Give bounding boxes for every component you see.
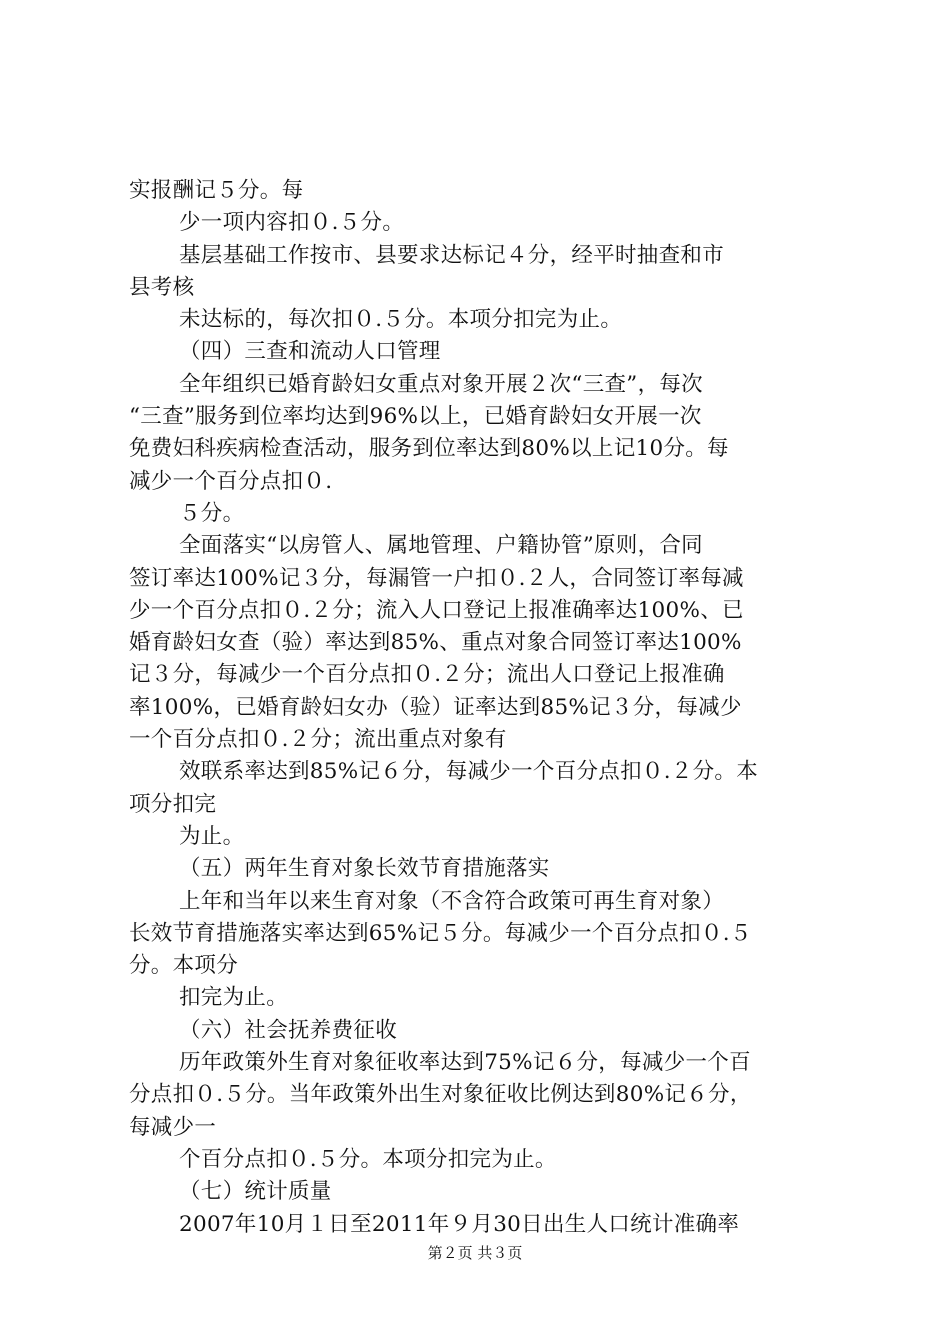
text-line: 全年组织已婚育龄妇女重点对象开展２次“三查”，每次 — [179, 371, 703, 397]
text-line: 项分扣完 — [129, 791, 217, 817]
text-line: “三查”服务到位率均达到96%以上，已婚育龄妇女开展一次 — [129, 404, 702, 430]
text-line: 免费妇科疾病检查活动，服务到位率达到80%以上记10分。每 — [129, 436, 729, 462]
text-line: 历年政策外生育对象征收率达到75%记６分，每减少一个百 — [179, 1050, 751, 1076]
text-line: 长效节育措施落实率达到65%记５分。每减少一个百分点扣０.５ — [129, 920, 752, 946]
text-line: （五）两年生育对象长效节育措施落实 — [179, 856, 550, 882]
text-line: ５分。 — [179, 500, 245, 526]
text-line: 基层基础工作按市、县要求达标记４分，经平时抽查和市 — [179, 242, 725, 268]
text-line: 签订率达100%记３分，每漏管一户扣０.２人，合同签订率每减 — [129, 565, 744, 591]
text-line: 一个百分点扣０.２分；流出重点对象有 — [129, 727, 507, 753]
text-line: 为止。 — [179, 823, 245, 849]
text-line: 分。本项分 — [129, 953, 239, 979]
text-line: 少一个百分点扣０.２分；流入人口登记上报准确率达100%、已 — [129, 597, 744, 623]
page-footer: 第２页 共３页 — [427, 1244, 523, 1262]
text-line: 2007年10月１日至2011年９月30日出生人口统计准确率 — [179, 1211, 740, 1237]
text-line: （四）三查和流动人口管理 — [179, 339, 441, 365]
text-line: 减少一个百分点扣０. — [129, 468, 333, 494]
text-line: 未达标的，每次扣０.５分。本项分扣完为止。 — [179, 307, 623, 333]
text-line: （六）社会抚养费征收 — [179, 1017, 398, 1043]
text-line: 县考核 — [129, 274, 195, 300]
text-line: 个百分点扣０.５分。本项分扣完为止。 — [179, 1146, 557, 1172]
text-line: 实报酬记５分。每 — [129, 178, 304, 203]
text-line: 扣完为止。 — [179, 985, 289, 1011]
text-line: 效联系率达到85%记６分，每减少一个百分点扣０.２分。本 — [179, 759, 759, 785]
text-line: 上年和当年以来生育对象（不含符合政策可再生育对象） — [179, 888, 725, 914]
text-line: 全面落实“以房管人、属地管理、户籍协管”原则，合同 — [179, 533, 703, 559]
text-line: （七）统计质量 — [179, 1179, 332, 1205]
text-line: 婚育龄妇女查（验）率达到85%、重点对象合同签订率达100% — [129, 630, 742, 656]
document-body — [129, 175, 834, 1241]
text-line: 率100%，已婚育龄妇女办（验）证率达到85%记３分，每减少 — [129, 694, 742, 720]
text-line: 少一项内容扣０.５分。 — [179, 210, 405, 236]
text-line: 记３分，每减少一个百分点扣０.２分；流出人口登记上报准确 — [129, 662, 725, 688]
text-line: 分点扣０.５分。当年政策外出生对象征收比例达到80%记６分， — [129, 1082, 752, 1108]
text-line: 每减少一 — [129, 1114, 217, 1140]
